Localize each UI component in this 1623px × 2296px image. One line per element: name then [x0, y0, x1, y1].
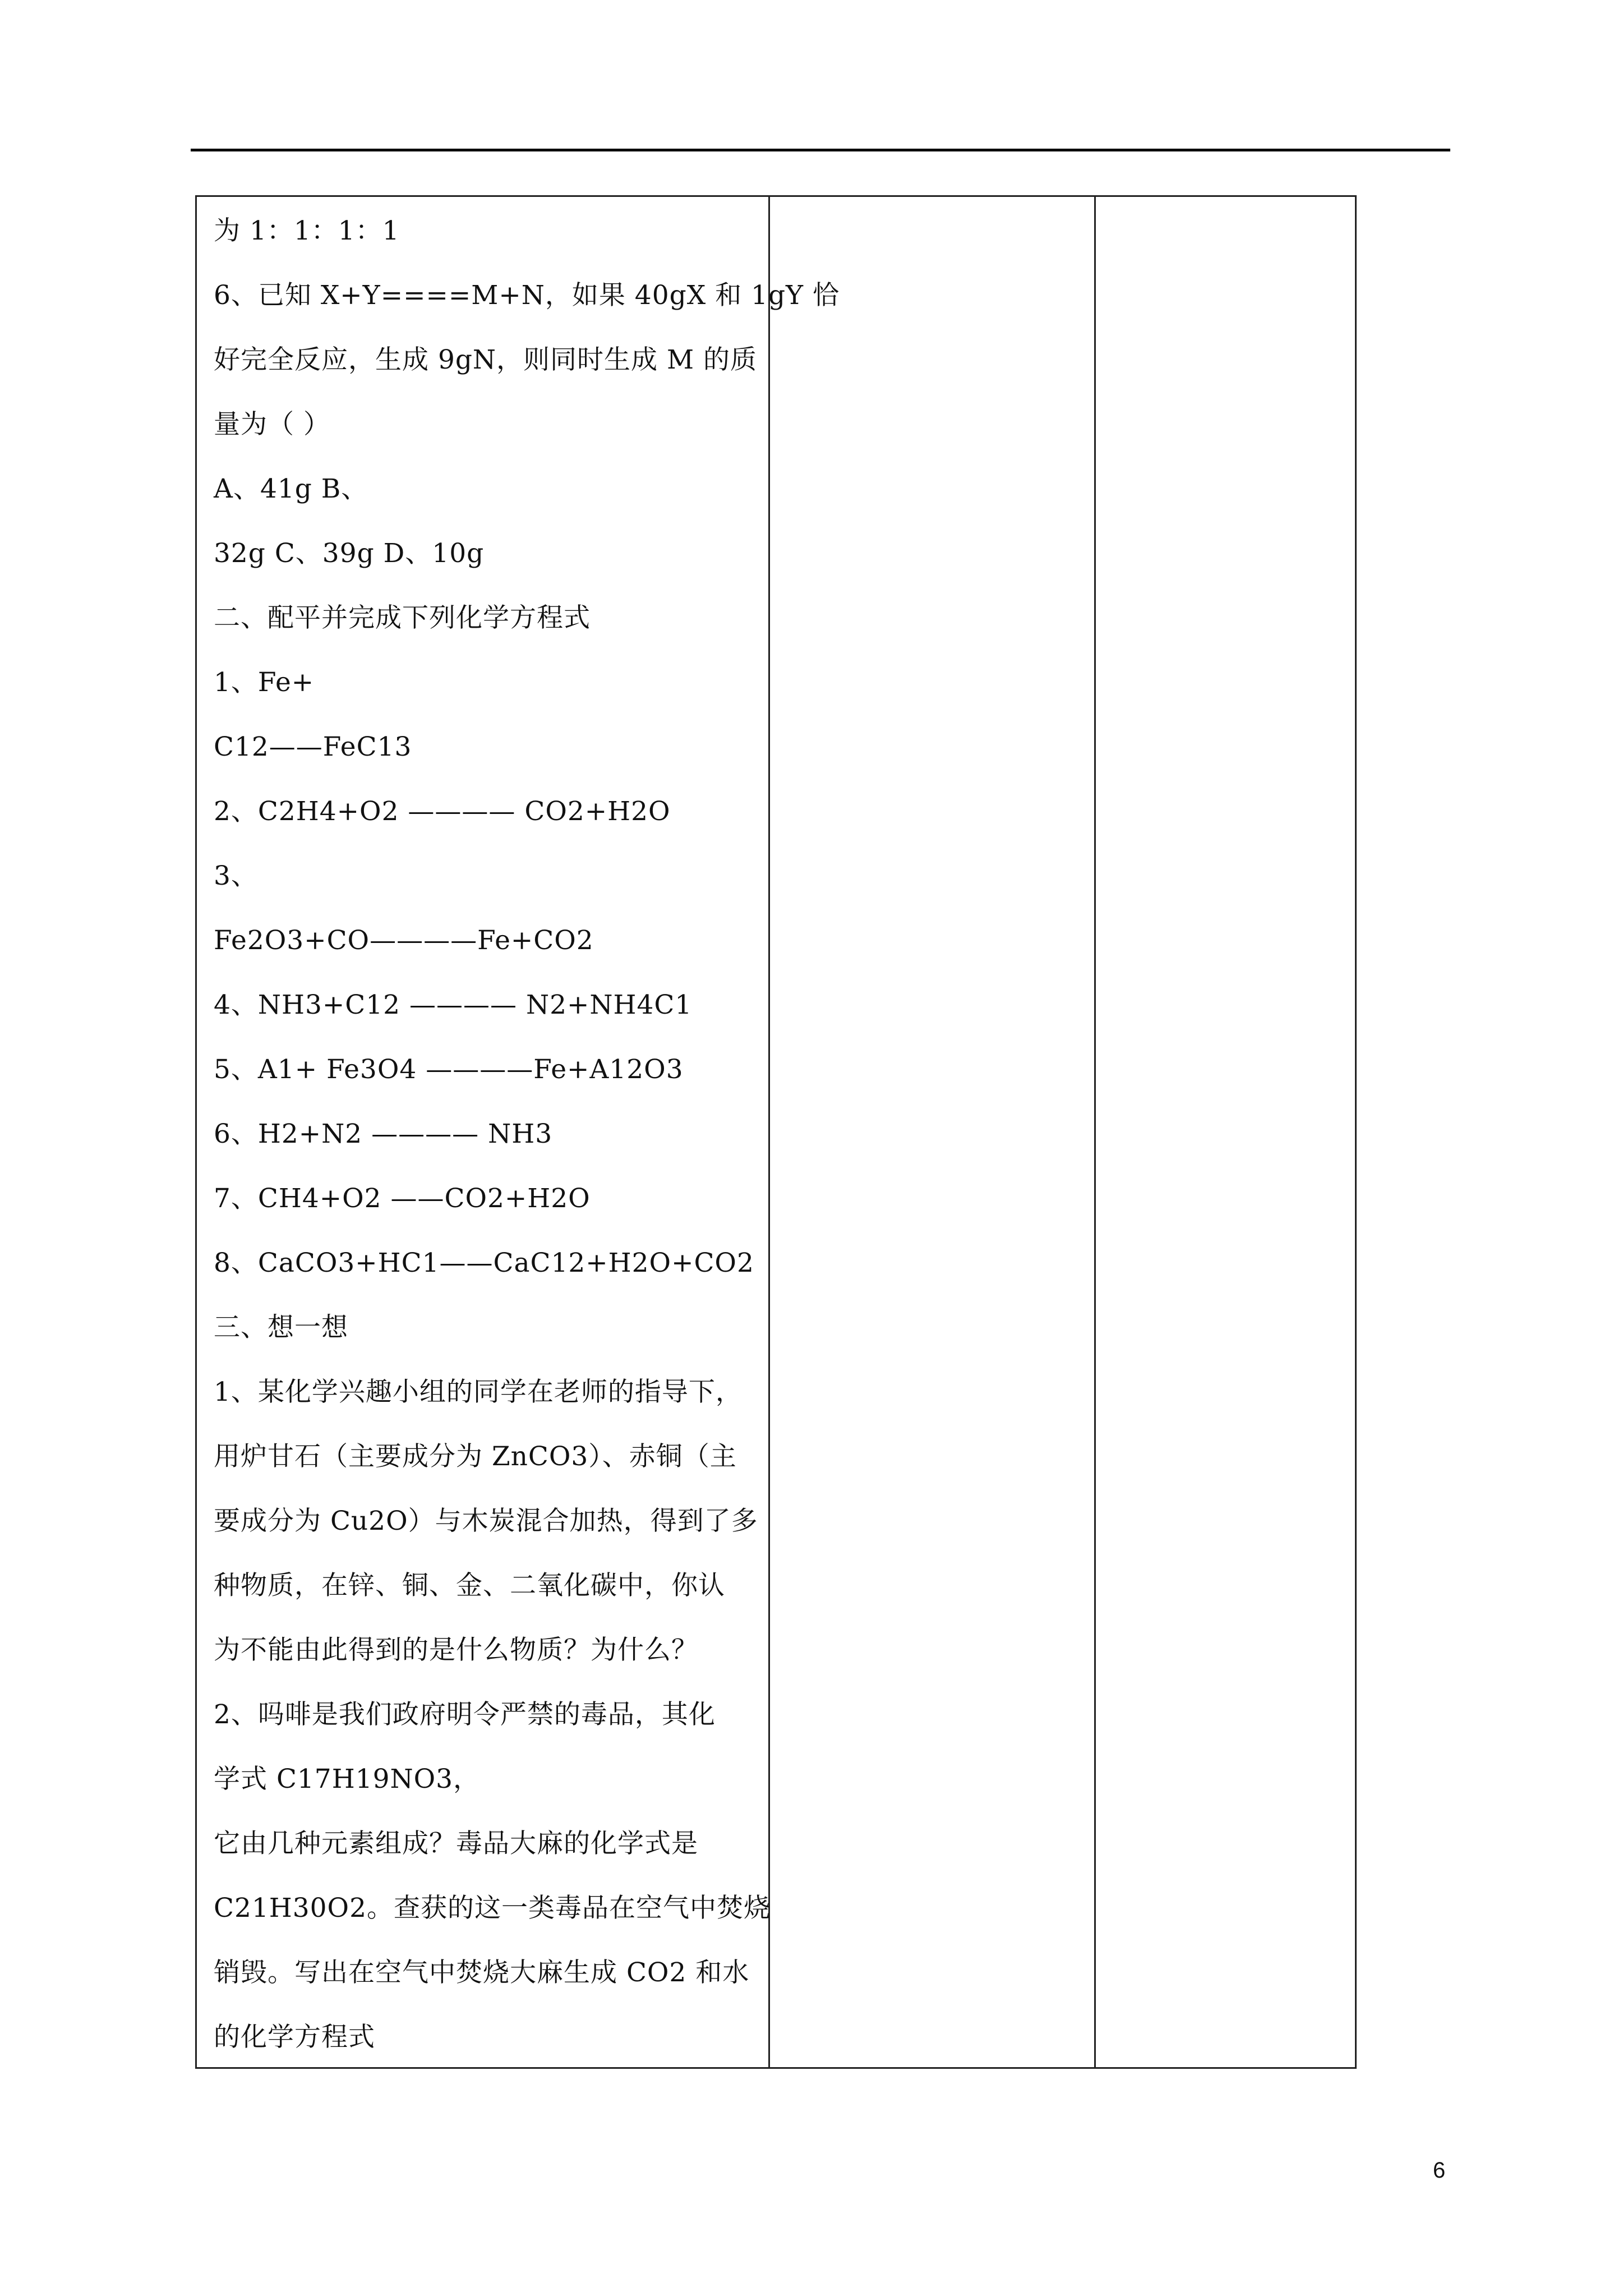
text-line: 6、H2+N2 ———— NH3 [214, 1119, 553, 1149]
text-line: C12——FeC13 [214, 731, 412, 762]
text-line: C21H30O2。查获的这一类毒品在空气中焚烧 [214, 1893, 771, 1924]
header-rule [191, 149, 1450, 151]
text-line: 5、A1+ Fe3O4 ————Fe+A12O3 [214, 1054, 684, 1085]
text-line: Fe2O3+CO————Fe+CO2 [214, 925, 594, 956]
text-line: 2、吗啡是我们政府明令严禁的毒品，其化 [214, 1699, 716, 1730]
content-column [197, 197, 840, 2067]
text-line: A、41g B、 [214, 473, 368, 504]
text-line: 种物质，在锌、铜、金、二氧化碳中，你认 [214, 1570, 725, 1601]
text-line: 销毁。写出在空气中焚烧大麻生成 CO2 和水 [214, 1957, 750, 1988]
text-line: 32g C、39g D、10g [214, 538, 485, 569]
text-line: 为不能由此得到的是什么物质？为什么？ [214, 1635, 698, 1665]
text-line: 1、某化学兴趣小组的同学在老师的指导下， [214, 1377, 743, 1407]
text-line: 的化学方程式 [214, 2022, 375, 2053]
text-line: 二、配平并完成下列化学方程式 [214, 602, 591, 633]
text-line: 学式 C17H19NO3， [214, 1764, 481, 1795]
text-line: 要成分为 Cu2O）与木炭混合加热，得到了多 [214, 1506, 758, 1536]
text-line: 1、Fe+ [214, 667, 315, 698]
text-line: 三、想一想 [214, 1312, 348, 1343]
worksheet-table [195, 195, 1357, 2069]
blank-column-2 [770, 197, 1096, 2067]
text-line: 好完全反应，生成 9gN，则同时生成 M 的质 [214, 344, 758, 375]
text-line: 7、CH4+O2 ——CO2+H2O [214, 1183, 591, 1214]
text-line: 它由几种元素组成？毒品大麻的化学式是 [214, 1828, 698, 1859]
text-line: 4、NH3+C12 ———— N2+NH4C1 [214, 990, 693, 1020]
text-line: 为 1：1：1：1 [214, 215, 400, 246]
text-line: 量为（ ） [214, 409, 330, 440]
page-number: 6 [1433, 2158, 1446, 2183]
text-line: 2、C2H4+O2 ———— CO2+H2O [214, 796, 671, 827]
blank-column-3 [1096, 197, 1355, 2067]
text-line: 6、已知 X+Y====M+N，如果 40gX 和 1gY 恰 [214, 280, 840, 311]
text-line: 8、CaCO3+HC1——CaC12+H2O+CO2 [214, 1248, 754, 1278]
text-line: 3、 [214, 861, 258, 891]
text-line: 用炉甘石（主要成分为 ZnCO3）、赤铜（主 [214, 1441, 737, 1472]
